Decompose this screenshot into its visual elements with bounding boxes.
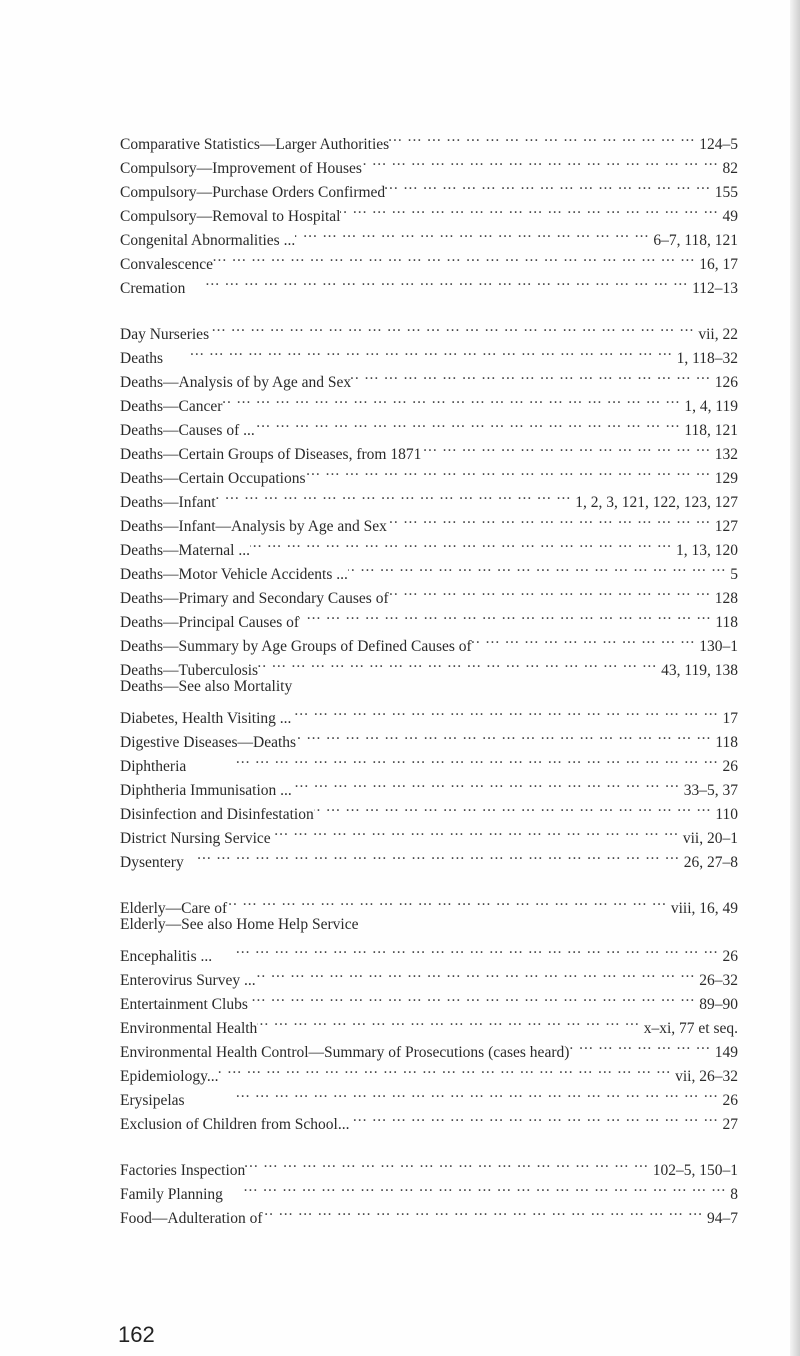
dot-leader (209, 315, 698, 339)
entry-pages: 5 (730, 566, 738, 583)
entry-pages: 149 (714, 1044, 738, 1061)
entry-pages: 130–1 (699, 638, 738, 655)
index-entry (120, 937, 738, 965)
dot-leader (292, 771, 684, 795)
entry-term: Cremation (120, 280, 186, 297)
entry-pages: 26 (722, 948, 738, 965)
entry-term: Epidemiology... (120, 1068, 219, 1085)
index-group (120, 315, 738, 871)
entry-term: Deaths—Primary and Secondary Causes of (120, 590, 389, 607)
dot-leader (291, 699, 722, 723)
entry-pages: viii, 16, 49 (670, 900, 738, 917)
entry-term: Elderly—See also Home Help Service (120, 916, 359, 933)
index-entry (120, 889, 738, 917)
entry-pages: 102–5, 150–1 (652, 1162, 738, 1179)
dot-leader (185, 1081, 723, 1105)
index-entry (120, 363, 738, 391)
entry-term: Deaths—Motor Vehicle Accidents ... (120, 566, 348, 583)
entry-term: Entertainment Clubs (120, 996, 248, 1013)
dot-leader (351, 363, 715, 387)
index-entry (120, 269, 738, 297)
dot-leader (340, 197, 722, 221)
entry-pages: 1, 4, 119 (684, 398, 738, 415)
dot-leader (295, 221, 653, 245)
entry-pages: 1, 118–32 (676, 350, 738, 367)
index-entry (120, 315, 738, 343)
dot-leader (258, 651, 661, 675)
entry-pages: 110 (715, 806, 738, 823)
entry-term: Diabetes, Health Visiting ... (120, 710, 292, 727)
entry-pages: 6–7, 118, 121 (653, 232, 738, 249)
index-entry (120, 339, 738, 367)
dot-leader (184, 843, 684, 867)
dot-leader (362, 149, 723, 173)
dot-leader (349, 1105, 722, 1129)
index-entry (120, 675, 738, 699)
dot-leader (385, 173, 715, 197)
entry-pages: 1, 13, 120 (676, 542, 738, 559)
dot-leader (314, 795, 716, 819)
entry-pages: 26 (722, 758, 738, 775)
entry-term: Diphtheria Immunisation ... (120, 782, 292, 799)
entry-term: Deaths—Summary by Age Groups of Defined Causes of (120, 638, 472, 655)
index-entry (120, 699, 738, 727)
index-group (120, 889, 738, 1133)
entry-pages: 94–7 (707, 1210, 738, 1227)
entry-pages: 17 (722, 710, 738, 727)
entry-term: Compulsory—Removal to Hospital (120, 208, 341, 225)
page-edge-shadow (790, 0, 800, 1356)
index-entry (120, 747, 738, 775)
entry-term: Deaths—Cancer (120, 398, 223, 415)
index-entry (120, 771, 738, 799)
entry-pages: 82 (722, 160, 738, 177)
entry-term: Deaths (120, 350, 164, 367)
index-entry (120, 1151, 738, 1179)
index-entry (120, 1105, 738, 1133)
entry-term: Environmental Health (120, 1020, 258, 1037)
entry-pages: vii, 20–1 (682, 830, 738, 847)
entry-term: District Nursing Service (120, 830, 271, 847)
entry-pages: 129 (714, 470, 738, 487)
entry-pages: 16, 17 (699, 256, 738, 273)
entry-pages: 155 (714, 184, 738, 201)
entry-term: Deaths—Maternal ... (120, 542, 250, 559)
entry-pages: 126 (714, 374, 738, 391)
dot-leader (222, 387, 684, 411)
entry-term: Deaths—Certain Groups of Diseases, from 1871 (120, 446, 422, 463)
index-group (120, 125, 738, 297)
entry-pages: 27 (722, 1116, 738, 1133)
entry-term: Elderly—Care of (120, 900, 228, 917)
entry-term: Deaths—Infant (120, 494, 216, 511)
dot-leader (212, 937, 722, 961)
entry-term: Factories Inspection (120, 1162, 246, 1179)
entry-term: Compulsory—Purchase Orders Confirmed (120, 184, 386, 201)
dot-leader (256, 961, 700, 985)
entry-pages: 26, 27–8 (683, 854, 738, 871)
dot-leader (218, 1057, 675, 1081)
entry-pages: 128 (714, 590, 738, 607)
entry-term: Erysipelas (120, 1092, 185, 1109)
entry-term: Encephalitis ... (120, 948, 213, 965)
entry-term: Deaths—Causes of ... (120, 422, 255, 439)
dot-leader (387, 507, 715, 531)
dot-leader (263, 1199, 708, 1223)
entry-pages: 26–32 (699, 972, 738, 989)
entry-pages: 127 (714, 518, 738, 535)
index-entry (120, 843, 738, 871)
dot-leader (299, 603, 715, 627)
entry-term: Compulsory—Improvement of Houses (120, 160, 362, 177)
dot-leader (389, 579, 715, 603)
dot-leader (569, 1033, 714, 1057)
dot-leader (185, 269, 692, 293)
entry-pages: 118 (715, 614, 738, 631)
index-page (120, 125, 738, 1245)
dot-leader (255, 411, 685, 435)
entry-term: Food—Adulteration of (120, 1210, 263, 1227)
entry-pages: 26 (722, 1092, 738, 1109)
entry-term: Environmental Health Control—Summary of Prosecutions (cases heard) (120, 1044, 570, 1061)
page-number: 162 (118, 1322, 155, 1347)
entry-term: Deaths—Tuberculosis (120, 662, 259, 679)
index-entry (120, 1081, 738, 1109)
entry-term: Deaths—Infant—Analysis by Age and Sex (120, 518, 387, 535)
dot-leader (296, 723, 715, 747)
dot-leader (245, 1151, 652, 1175)
dot-leader (186, 747, 722, 771)
dot-leader (389, 125, 699, 149)
entry-pages: 132 (714, 446, 738, 463)
entry-pages: 118, 121 (684, 422, 738, 439)
index-entry (120, 961, 738, 989)
entry-term: Convalescence (120, 256, 213, 273)
entry-pages: 124–5 (699, 136, 738, 153)
dot-leader (472, 627, 700, 651)
index-group (120, 1151, 738, 1227)
entry-pages: 43, 119, 138 (661, 662, 738, 679)
entry-pages: 1, 2, 3, 121, 122, 123, 127 (575, 494, 738, 511)
entry-pages: 89–90 (699, 996, 738, 1013)
entry-pages: 118 (715, 734, 738, 751)
entry-term: Digestive Diseases—Deaths (120, 734, 297, 751)
dot-leader (306, 459, 715, 483)
dot-leader (348, 555, 730, 579)
dot-leader (257, 1009, 643, 1033)
dot-leader (163, 339, 677, 363)
entry-term: Deaths—Principal Causes of (120, 614, 300, 631)
dot-leader (227, 889, 671, 913)
index-entry (120, 125, 738, 153)
entry-term: Deaths—Analysis of by Age and Sex (120, 374, 352, 391)
dot-leader (250, 531, 676, 555)
entry-pages: 112–13 (692, 280, 738, 297)
index-entry (120, 245, 738, 273)
entry-term: Day Nurseries (120, 326, 210, 343)
entry-term: Deaths—Certain Occupations (120, 470, 306, 487)
entry-term: Disinfection and Disinfestation (120, 806, 314, 823)
entry-pages: 8 (730, 1186, 738, 1203)
entry-pages: 33–5, 37 (683, 782, 738, 799)
dot-leader (216, 483, 576, 507)
dot-leader (248, 985, 699, 1009)
entry-term: Dysentery (120, 854, 184, 871)
entry-term: Enterovirus Survey ... (120, 972, 256, 989)
entry-term: Diphtheria (120, 758, 187, 775)
dot-leader (213, 245, 699, 269)
entry-term: Comparative Statistics—Larger Authorities (120, 136, 390, 153)
entry-pages: vii, 22 (698, 326, 738, 343)
entry-pages: 49 (722, 208, 738, 225)
entry-term: Congenital Abnormalities ... (120, 232, 296, 249)
index-entry (120, 913, 738, 937)
entry-term: Exclusion of Children from School... (120, 1116, 350, 1133)
entry-term: Deaths—See also Mortality (120, 678, 293, 695)
dot-leader (223, 1175, 730, 1199)
dot-leader (271, 819, 683, 843)
dot-leader (421, 435, 714, 459)
entry-term: Family Planning (120, 1186, 223, 1203)
entry-pages: vii, 26–32 (675, 1068, 738, 1085)
entry-pages: x–xi, 77 et seq. (643, 1020, 738, 1037)
